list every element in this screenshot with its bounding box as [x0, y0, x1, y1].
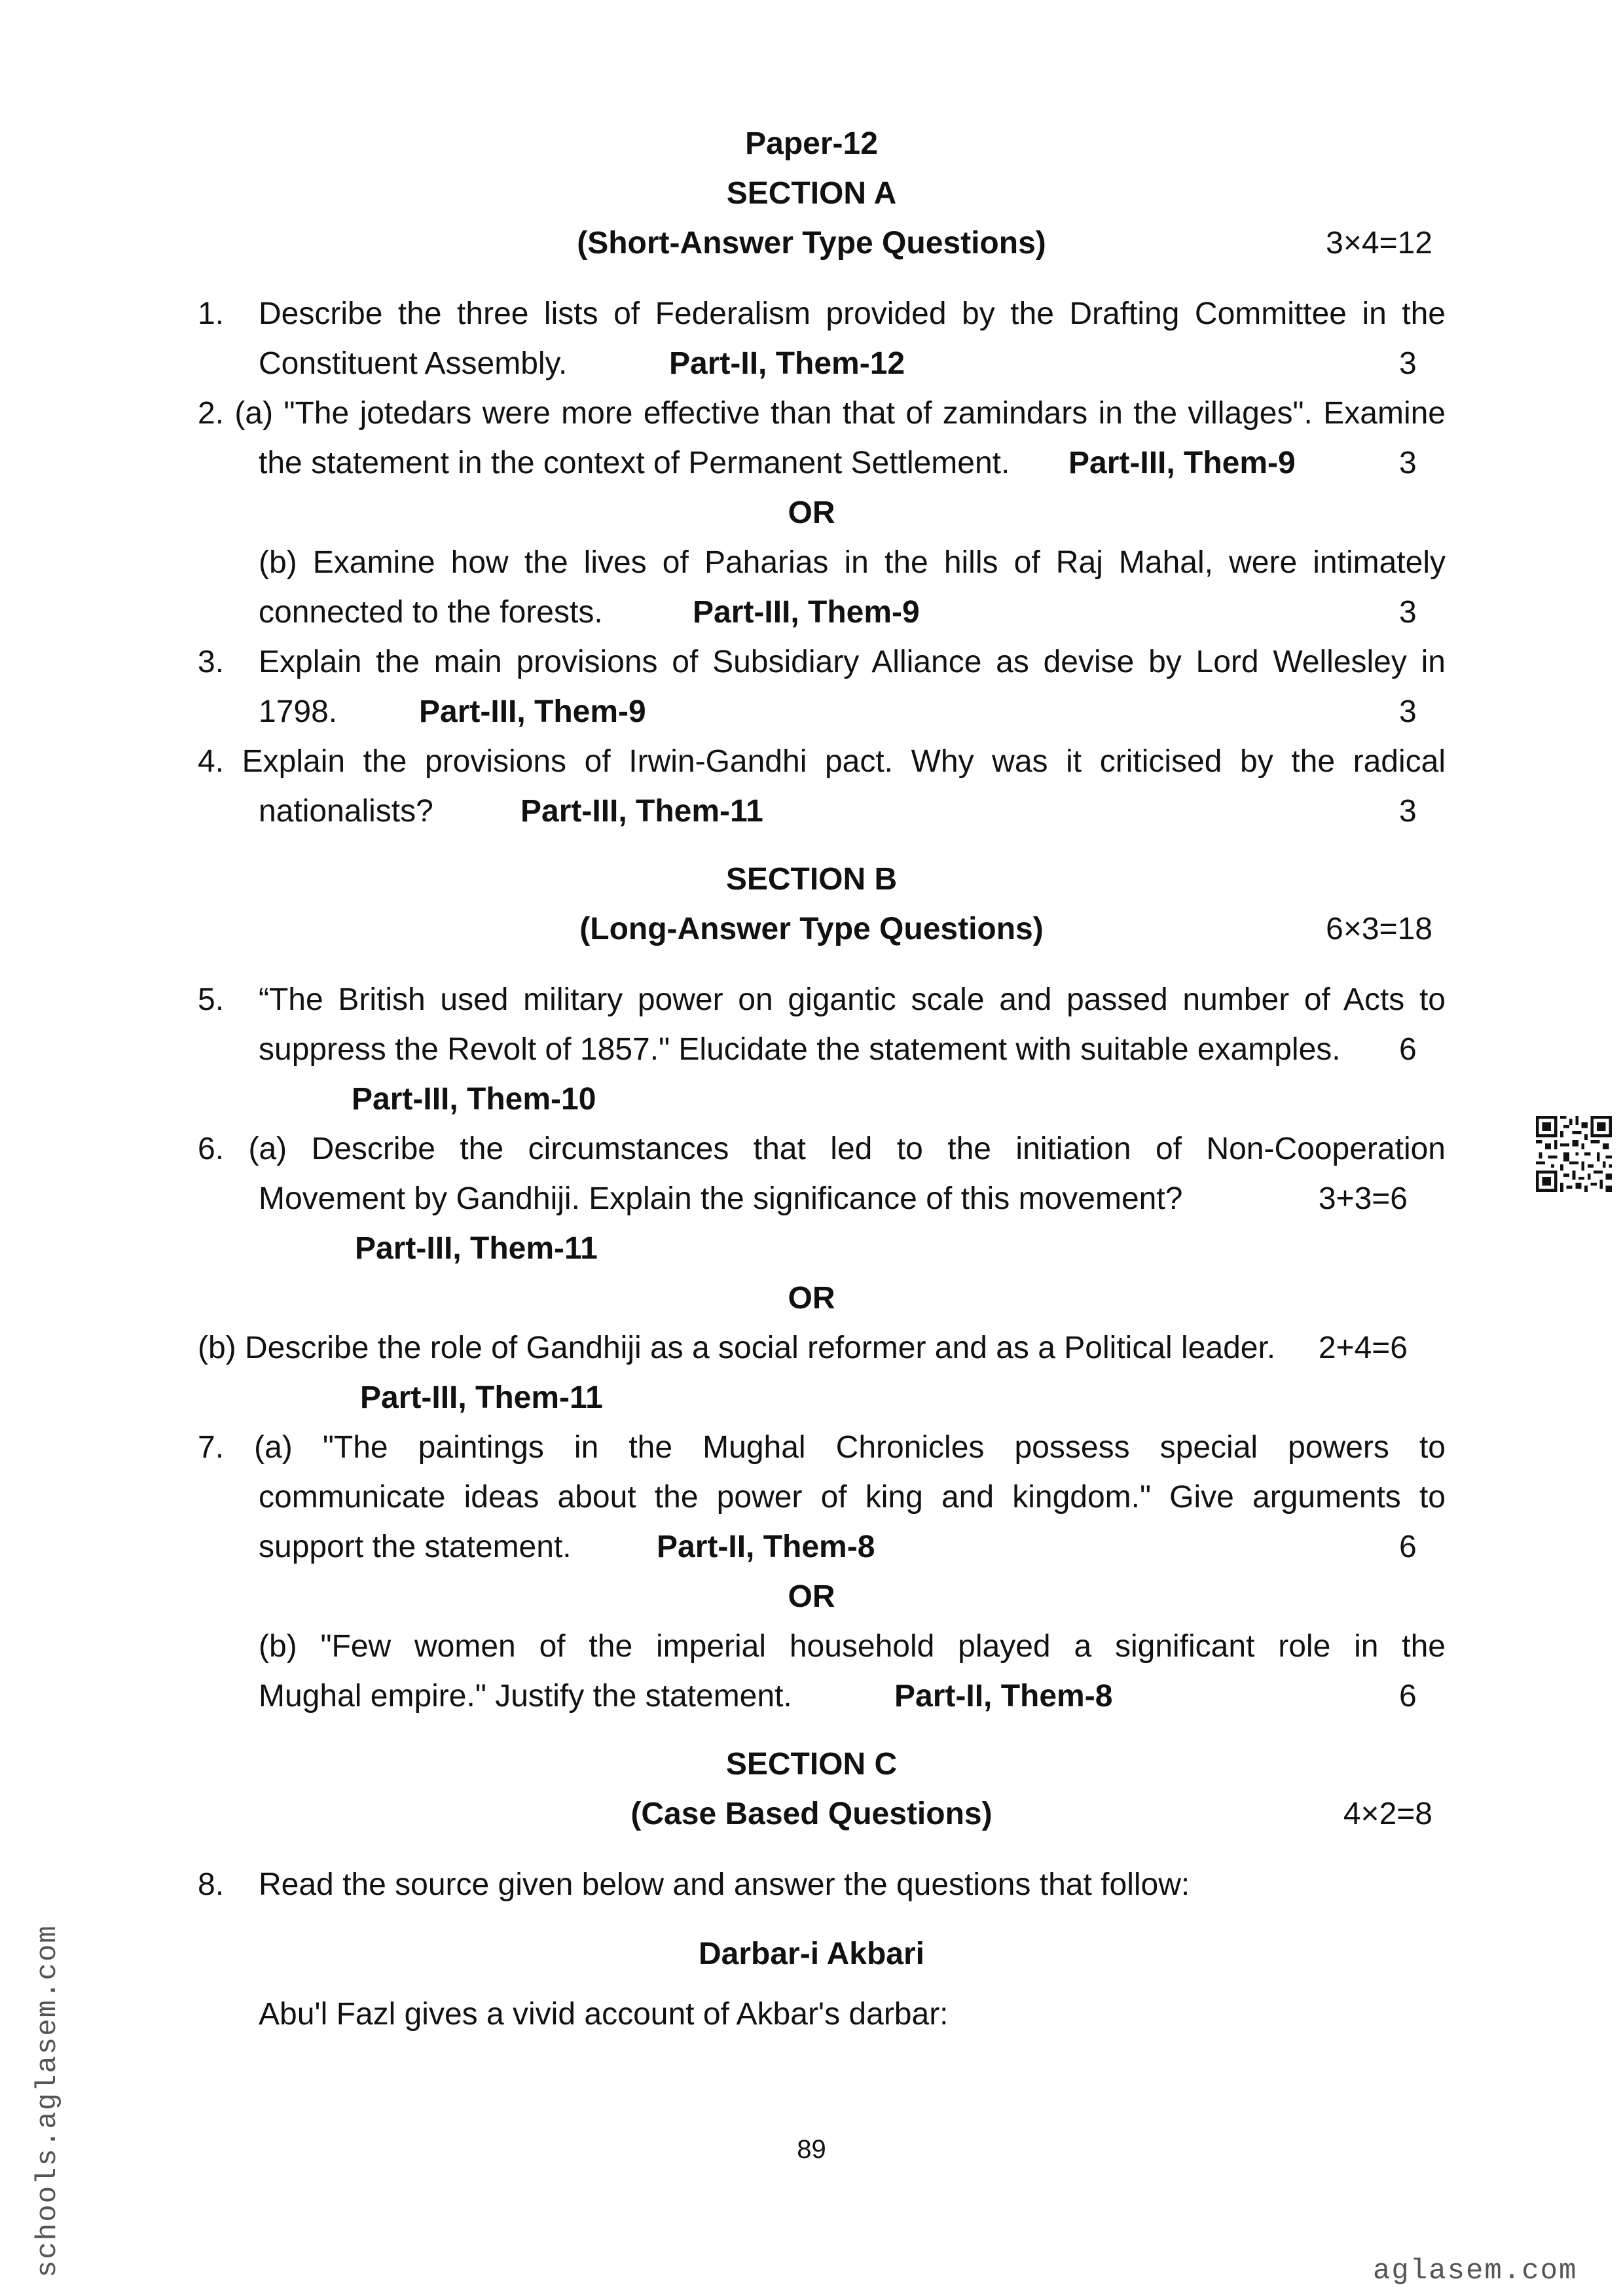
q5-reference: Part-III, Them-10 — [352, 1082, 596, 1117]
q8-line1: Read the source given below and answer the questions that follow: — [259, 1867, 1190, 1902]
q2-or: OR — [788, 495, 835, 530]
q7b-line2: Mughal empire." Justify the statement. — [259, 1679, 792, 1713]
q7-or: OR — [788, 1579, 835, 1614]
q7a-line1: 7. (a) "The paintings in the Mughal Chronicles possess special powers to — [198, 1430, 1446, 1465]
qr-code-icon — [1535, 1116, 1613, 1192]
q6b-reference: Part-III, Them-11 — [360, 1380, 603, 1415]
section-b-title: SECTION B — [725, 862, 898, 897]
q7b-line1: (b) "Few women of the imperial household played a significant role in the — [259, 1629, 1446, 1664]
q3-marks: 3 — [1399, 694, 1417, 729]
q1-reference: Part-II, Them-12 — [669, 346, 905, 381]
q8-number: 8. — [198, 1867, 225, 1902]
paper-title: Paper-12 — [745, 126, 878, 161]
q4-line2: nationalists? — [259, 794, 433, 829]
q7b-marks: 6 — [1399, 1679, 1417, 1713]
section-a-marks: 3×4=12 — [1326, 226, 1432, 260]
q5-marks: 6 — [1399, 1032, 1417, 1067]
q3-number: 3. — [198, 645, 225, 679]
section-a-title: SECTION A — [726, 176, 897, 211]
q7a-reference: Part-II, Them-8 — [657, 1530, 875, 1564]
q1-number: 1. — [198, 296, 225, 331]
q6a-reference: Part-III, Them-11 — [355, 1231, 598, 1266]
q7a-line2: communicate ideas about the power of king and kingdom." Give arguments to — [259, 1480, 1446, 1515]
q6a-line2: Movement by Gandhiji. Explain the significance of this movement? — [259, 1181, 1183, 1216]
q2a-line1: 2. (a) "The jotedars were more effective than that of zamindars in the villages". Examine — [198, 396, 1446, 431]
q5-line2: suppress the Revolt of 1857." Elucidate the statement with suitable examples. — [259, 1032, 1341, 1067]
q5-line1: “The British used military power on gigantic scale and passed number of Acts to — [259, 982, 1446, 1017]
q2a-reference: Part-III, Them-9 — [1068, 446, 1296, 480]
page-number: 89 — [797, 2135, 826, 2164]
q1-line2: Constituent Assembly. — [259, 346, 568, 381]
q7b-reference: Part-II, Them-8 — [894, 1679, 1113, 1713]
q5-number: 5. — [198, 982, 225, 1017]
source-title: Darbar-i Akbari — [699, 1937, 924, 1971]
q4-line1: 4. Explain the provisions of Irwin-Gandhi pact. Why was it criticised by the radical — [198, 744, 1446, 779]
q6a-marks: 3+3=6 — [1318, 1181, 1408, 1216]
q2b-marks: 3 — [1399, 595, 1417, 630]
section-c-title: SECTION C — [725, 1747, 898, 1782]
q6-or: OR — [788, 1281, 835, 1316]
q1-marks: 3 — [1399, 346, 1417, 381]
footer-watermark: aglasem.com — [1373, 2255, 1578, 2287]
q3-line2: 1798. — [259, 694, 338, 729]
q2b-reference: Part-III, Them-9 — [693, 595, 920, 630]
q1-line1: Describe the three lists of Federalism provided by the Drafting Committee in the — [259, 296, 1446, 331]
q6b-line1: (b) Describe the role of Gandhiji as a social reformer and as a Political leader. — [198, 1331, 1276, 1365]
q2b-line2: connected to the forests. — [259, 595, 603, 630]
q4-marks: 3 — [1399, 794, 1417, 829]
q7a-marks: 6 — [1399, 1530, 1417, 1564]
section-b-type: (Long-Answer Type Questions) — [579, 912, 1044, 946]
side-watermark: schools.aglasem.com — [31, 1924, 64, 2278]
section-b-marks: 6×3=18 — [1326, 912, 1432, 946]
section-c-marks: 4×2=8 — [1343, 1797, 1432, 1831]
q7a-line3: support the statement. — [259, 1530, 572, 1564]
section-a-type: (Short-Answer Type Questions) — [577, 226, 1046, 260]
q2a-marks: 3 — [1399, 446, 1417, 480]
q2a-line2: the statement in the context of Permanent Settlement. — [259, 446, 1010, 480]
q6b-marks: 2+4=6 — [1318, 1331, 1408, 1365]
q3-reference: Part-III, Them-9 — [419, 694, 646, 729]
section-c-type: (Case Based Questions) — [630, 1797, 993, 1831]
q6a-line1: 6. (a) Describe the circumstances that led to the initiation of Non-Cooperation — [198, 1132, 1446, 1166]
source-line: Abu'l Fazl gives a vivid account of Akbar's darbar: — [259, 1997, 949, 2032]
q4-reference: Part-III, Them-11 — [520, 794, 763, 829]
q2b-line1: (b) Examine how the lives of Paharias in the hills of Raj Mahal, were intimately — [259, 545, 1446, 580]
q3-line1: Explain the main provisions of Subsidiary Alliance as devise by Lord Wellesley in — [259, 645, 1446, 679]
